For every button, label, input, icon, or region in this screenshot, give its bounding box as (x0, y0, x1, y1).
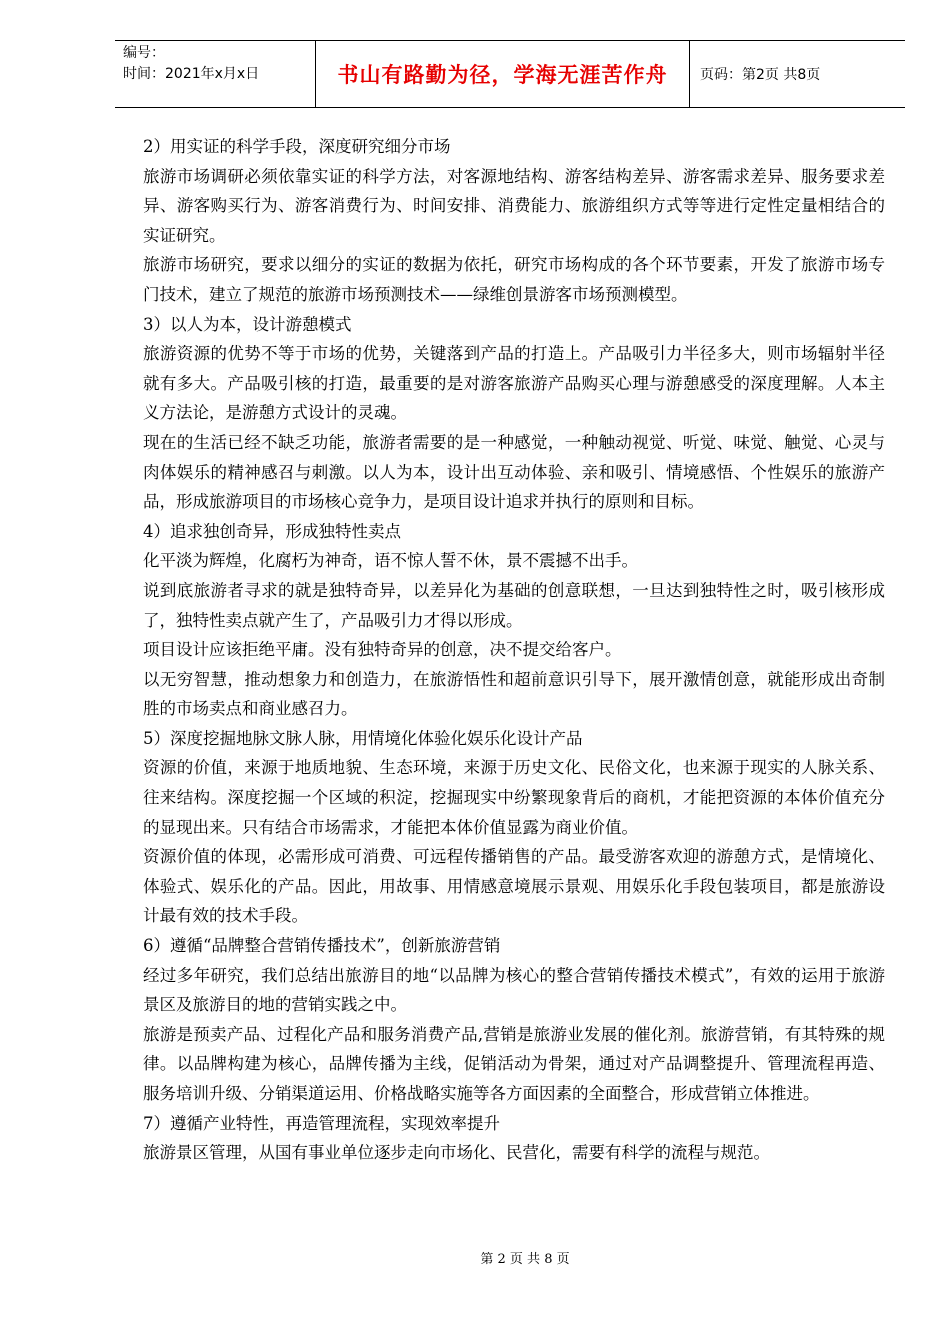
paragraph: 5）深度挖掘地脉文脉人脉，用情境化体验化娱乐化设计产品 (143, 728, 583, 748)
paragraph: 6）遵循“品牌整合营销传播技术”，创新旅游营销 (143, 936, 501, 956)
paragraph: 旅游市场研究，要求以细分的实证的数据为依托，研究市场构成的各个环节要素，开发了旅游市场专门技术，建立了规范的旅游市场预测技术——绿维创景游客市场预测模型。 (143, 255, 885, 304)
document-time-label: 时间：2021年x月x日 (123, 66, 260, 82)
paragraph: 以无穷智慧，推动想象力和创造力，在旅游悟性和超前意识引导下，展开激情创意，就能形成出奇制胜的市场卖点和商业感召力。 (143, 669, 885, 719)
paragraph: 化平淡为辉煌，化腐朽为神奇，语不惊人誓不休，景不震撼不出手。 (143, 551, 638, 571)
header-meta (115, 41, 315, 107)
paragraph: 3）以人为本，设计游憩模式 (143, 314, 352, 334)
page-header (115, 40, 905, 108)
paragraph: 2）用实证的科学手段，深度研究细分市场 (143, 137, 451, 156)
paragraph: 7）遵循产业特性，再造管理流程，实现效率提升 (143, 1113, 500, 1133)
document-number-label: 编号： (123, 45, 165, 61)
paragraph: 旅游资源的优势不等于市场的优势，关键落到产品的打造上。产品吸引力半径多大，则市场辐射半径就有多大。产品吸引核的打造，最重要的是对游客旅游产品购买心理与游憩感受的深度理解。人本主义方法论，是游憩方式设计的灵魂。 (143, 344, 885, 423)
paragraph: 现在的生活已经不缺乏功能，旅游者需要的是一种感觉，一种触动视觉、听觉、味觉、触觉、心灵与肉体娱乐的精神感召与刺激。以人为本，设计出互动体验、亲和吸引、情境感悟、个性娱乐的旅游产品，形成旅游项目的市场核心竞争力，是项目设计追求并执行的原则和目标。 (143, 432, 885, 512)
page-footer: 第 2 页 共 8 页 (480, 1252, 570, 1267)
paragraph: 资源的价值，来源于地质地貌、生态环境，来源于历史文化、民俗文化，也来源于现实的人脉关系、往来结构。深度挖掘一个区域的积淀，挖掘现实中纷繁现象背后的商机，才能把资源的本体价值充分的显现出来。只有结合市场需求，才能把本体价值显露为商业价值。 (143, 758, 885, 837)
paragraph: 旅游是预卖产品、过程化产品和服务消费产品,营销是旅游业发展的催化剂。旅游营销，有其特殊的规律。以品牌构建为核心，品牌传播为主线，促销活动为骨架，通过对产品调整提升、管理流程再造、服务培训升级、分销渠道运用、价格战略实施等各方面因素的全面整合，形成营销立体推进。 (143, 1024, 885, 1103)
paragraph: 旅游景区管理，从国有事业单位逐步走向市场化、民营化，需要有科学的流程与规范。 (143, 1143, 770, 1163)
paragraph: 经过多年研究，我们总结出旅游目的地“以品牌为核心的整合营销传播技术模式”，有效的运用于旅游景区及旅游目的地的营销实践之中。 (143, 965, 885, 1015)
header-page-number: 页码：第2页 共8页 (700, 67, 821, 83)
paragraph: 项目设计应该拒绝平庸。没有独特奇异的创意，决不提交给客户。 (143, 640, 622, 660)
header-motto: 书山有路勤为径，学海无涯苦作舟 (315, 41, 690, 107)
paragraph: 说到底旅游者寻求的就是独特奇异，以差异化为基础的创意联想，一旦达到独特性之时，吸引核形成了，独特性卖点就产生了，产品吸引力才得以形成。 (143, 580, 885, 630)
paragraph: 4）追求独创奇异，形成独特性卖点 (143, 521, 401, 541)
document-body (143, 132, 885, 1168)
paragraph: 旅游市场调研必须依靠实证的科学方法，对客源地结构、游客结构差异、游客需求差异、服务要求差异、游客购买行为、游客消费行为、时间安排、消费能力、旅游组织方式等等进行定性定量相结合的实证研究。 (143, 166, 885, 245)
paragraph: 资源价值的体现，必需形成可消费、可远程传播销售的产品。最受游客欢迎的游憩方式，是情境化、体验式、娱乐化的产品。因此，用故事、用情感意境展示景观、用娱乐化手段包装项目，都是旅游设计最有效的技术手段。 (143, 847, 885, 926)
